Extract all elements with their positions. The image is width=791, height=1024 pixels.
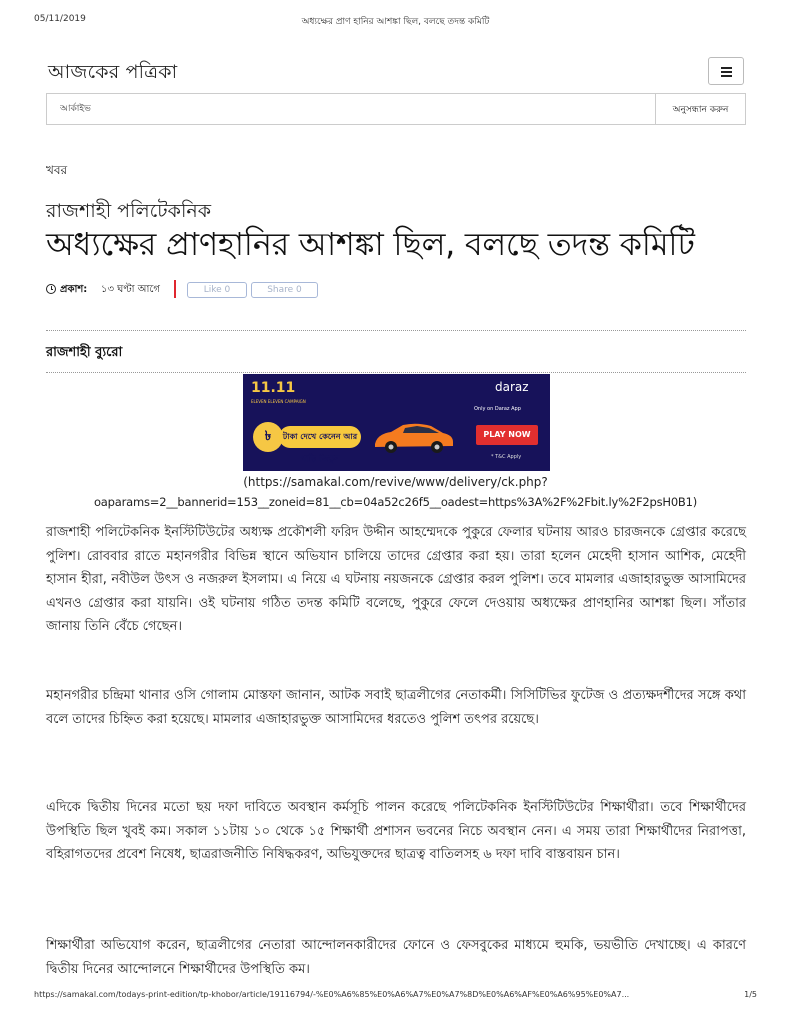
article-paragraph: এদিকে দ্বিতীয় দিনের মতো ছয় দফা দাবিতে অবস্থান কর্মসূচি পালন করেছে পলিটেকনিক ইনস্টিটিউটের শিক্ষার্থীরা। তবে শিক্ষার্থীদের উপস্থিতি ছিল খুবই কম। সকাল ১১টায় ১০ থেকে ১৫ শিক্ষার্থী প্রশাসন ভবনের নিচে অবস্থান নেন। এ সময় তারা শিক্ষার্থীদের নিরাপত্তা, বহিরাগতদের প্রবেশ নিষেধ, ছাত্ররাজনীতি নিষিদ্ধকরণ, অভিযুক্তদের ছাত্রত্ব বাতিলসহ ৬ দফা দাবি বাস্তবায়ন চান। — [46, 800, 746, 862]
menu-button[interactable] — [708, 57, 744, 85]
article-paragraph: শিক্ষার্থীরা অভিযোগ করেন, ছাত্রলীগের নেতারা আন্দোলনকারীদের ফোনে ও ফেসবুকের মাধ্যমে হুমকি, ভয়ভীতি দেখাচ্ছে। এ কারণে দ্বিতীয় দিনের আন্দোলনে শিক্ষার্থীদের উপস্থিতি কম। — [46, 938, 746, 977]
search-input[interactable] — [48, 95, 652, 123]
hamburger-icon — [721, 67, 732, 69]
ad-banner[interactable] — [243, 374, 550, 471]
ad-link-url-params[interactable]: oaparams=2__bannerid=153__zoneid=81__cb=04a52c26f5__oadest=https%3A%2F%2Fbit.ly%2F2psH0B1) — [93, 495, 698, 509]
print-url: https://samakal.com/todays-print-edition/tp-khobor/article/19116794/-%E0%A6%85%E0%A6%A7%E0%A7%8D%E0%A6%AF%E0%A6%95%E0%A7... — [34, 990, 630, 999]
article-byline: রাজশাহী ব্যুরো — [46, 345, 123, 360]
ad-link-url[interactable]: (https://samakal.com/revive/www/delivery/ck.php? — [243, 475, 548, 489]
site-logo[interactable]: আজকের পত্রিকা — [48, 61, 178, 83]
ad-brand-logo: daraz — [495, 380, 529, 394]
page-number: 1/5 — [744, 990, 757, 999]
ad-play-button[interactable]: PLAY NOW — [476, 425, 538, 445]
published-label: প্রকাশ: — [60, 284, 88, 295]
print-header — [34, 14, 757, 28]
article-meta — [46, 280, 406, 302]
search-bar — [46, 93, 746, 125]
article-subheadline: রাজশাহী পলিটেকনিক — [46, 200, 212, 222]
search-button[interactable]: অনুসন্ধান করুন — [655, 94, 745, 124]
article-paragraph: রাজশাহী পলিটেকনিক ইনস্টিটিউটের অধ্যক্ষ প্রকৌশলী ফরিদ উদ্দীন আহম্মেদকে পুকুরে ফেলার ঘটনায় আরও চারজনকে গ্রেপ্তার করেছে পুলিশ। রোববার রাতে মহানগরীর বিভিন্ন স্থানে অভিযান চালিয়ে তাদের গ্রেপ্তার করা হয়। তারা হলেন মেহেদী হাসান আশিক, মেহেদী হাসান হীরা, নবীউল উৎস ও নজরুল ইসলাম। এ নিয়ে এ ঘটনায় নয়জনকে গ্রেপ্তার করল পুলিশ। তবে মামলার এজাহারভুক্ত আসামিদের এখনও গ্রেপ্তার করা যায়নি। ওই ঘটনায় গঠিত তদন্ত কমিটি বলেছে, পুকুরে ফেলে দেওয়ায় অধ্যক্ষের প্রাণহানির আশঙ্কা ছিল। সাঁতার জানায় তিনি বেঁচে গেছেন। — [46, 525, 746, 634]
ad-offer-text: টাকা দেখে কেনেন আর গাড়ি জিতুন — [279, 426, 361, 448]
print-date: 05/11/2019 — [34, 14, 86, 24]
ad-campaign-label: ELEVEN ELEVEN CAMPAIGN — [251, 399, 306, 404]
article-paragraph: মহানগরীর চন্দ্রিমা থানার ওসি গোলাম মোস্তফা জানান, আটক সবাই ছাত্রলীগের নেতাকর্মী। সিসিটিভির ফুটেজ ও প্রত্যক্ষদর্শীদের সঙ্গে কথা বলে তাদের চিহ্নিত করা হয়েছে। মামলার এজাহারভুক্ত আসামিদের ধরতেও পুলিশ তৎপর রয়েছে। — [46, 688, 746, 727]
divider — [46, 330, 746, 331]
ad-campaign-badge: 11.11 — [251, 380, 296, 396]
print-title: অধ্যক্ষের প্রাণ হানির আশঙ্কা ছিল, বলছে তদন্ত কমিটি — [301, 17, 490, 27]
divider — [46, 372, 746, 373]
ad-terms: * T&C Apply — [491, 454, 522, 460]
like-button[interactable]: Like 0 — [187, 282, 247, 298]
clock-icon — [46, 284, 56, 294]
category-label[interactable]: খবর — [46, 163, 68, 177]
share-button[interactable]: Share 0 — [251, 282, 318, 298]
print-footer — [34, 990, 757, 1004]
car-icon — [369, 420, 455, 454]
ad-tagline: Only on Daraz App — [474, 406, 521, 412]
article-headline: অধ্যক্ষের প্রাণহানির আশঙ্কা ছিল, বলছে তদন্ত কমিটি — [46, 225, 695, 263]
meta-divider — [174, 280, 176, 298]
published-time: ১৩ ঘণ্টা আগে — [101, 284, 160, 295]
taka-coin-icon: ৳ — [253, 422, 283, 452]
